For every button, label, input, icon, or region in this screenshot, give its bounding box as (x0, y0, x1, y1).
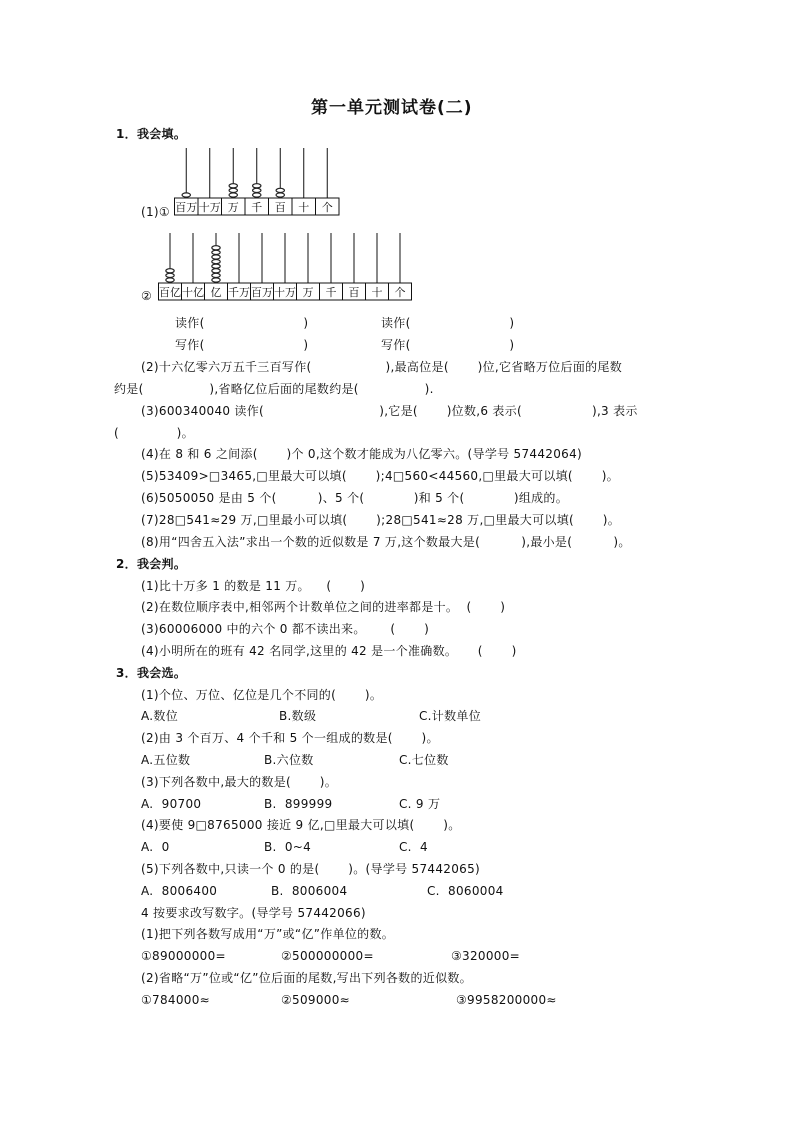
q3-2-option-c[interactable]: C.七位数 (399, 753, 449, 767)
q2-3: (3)60006000 中的六个 0 都不读出来。 ( ) (141, 622, 430, 636)
read-blank-2[interactable]: 读作( ) (381, 316, 515, 330)
q3-4-option-a[interactable]: A. 0 (141, 840, 170, 854)
q3-1-option-c[interactable]: C.计数单位 (419, 709, 481, 723)
abacus-place-label: 个 (394, 286, 406, 299)
q3-4-option-b[interactable]: B. 0~4 (264, 840, 312, 854)
abacus-bead (212, 269, 220, 273)
q2-1: (1)比十万多 1 的数是 11 万。 ( ) (141, 579, 366, 593)
abacus-bead (166, 273, 174, 277)
abacus-place-label: 千 (251, 201, 263, 214)
q3-5: (5)下列各数中,只读一个 0 的是( )。(导学号 57442065) (141, 862, 480, 876)
abacus-place-label: 十万 (274, 286, 296, 299)
abacus-bead (212, 246, 220, 250)
q3-2: (2)由 3 个百万、4 个千和 5 个一组成的数是( )。 (141, 731, 439, 745)
section-4-heading: 4 按要求改写数字。(导学号 57442066) (141, 906, 366, 920)
abacus-bead (229, 193, 237, 197)
q3-1: (1)个位、万位、亿位是几个不同的( )。 (141, 688, 383, 702)
section-1-heading: 1．我会填。 (116, 127, 187, 141)
q4-1-item-1[interactable]: ①89000000= (141, 949, 226, 963)
q3-3-option-c[interactable]: C. 9 万 (399, 797, 441, 811)
abacus-place-label: 万 (227, 201, 239, 214)
section-2-heading: 2．我会判。 (116, 557, 187, 571)
q3-5-option-b[interactable]: B. 8006004 (271, 884, 348, 898)
q3-2-option-a[interactable]: A.五位数 (141, 753, 191, 767)
q4-1-item-3[interactable]: ③320000= (451, 949, 521, 963)
abacus-place-label: 十 (298, 201, 310, 214)
abacus-place-label: 万 (302, 286, 314, 299)
q1-3-line1: (3)600340040 读作( ),它是( )位数,6 表示( ),3 表示 (141, 404, 638, 418)
q1-2-line2: 约是( ),省略亿位后面的尾数约是( ). (114, 382, 434, 396)
abacus-2 (158, 233, 413, 303)
abacus-place-label: 个 (321, 201, 333, 214)
abacus-bead (229, 184, 237, 188)
page-title: 第一单元测试卷(二) (311, 98, 473, 118)
abacus-bead (212, 264, 220, 268)
q2-4: (4)小明所在的班有 42 名同学,这里的 42 是一个准确数。 ( ) (141, 644, 517, 658)
abacus-place-label: 千 (325, 286, 337, 299)
abacus-bead (212, 278, 220, 282)
q1-8: (8)用“四舍五入法”求出一个数的近似数是 7 万,这个数最大是( ),最小是( )。 (141, 535, 631, 549)
q3-3-option-b[interactable]: B. 899999 (264, 797, 333, 811)
q3-3-option-a[interactable]: A. 90700 (141, 797, 202, 811)
abacus-bead (253, 193, 261, 197)
abacus-place-label: 千万 (228, 286, 250, 299)
abacus-bead (276, 188, 284, 192)
abacus-place-label: 百亿 (159, 286, 181, 299)
q4-1-item-2[interactable]: ②500000000= (281, 949, 374, 963)
abacus-place-label: 百 (274, 201, 286, 214)
read-blank-1[interactable]: 读作( ) (175, 316, 309, 330)
q3-4: (4)要使 9□8765000 接近 9 亿,□里最大可以填( )。 (141, 818, 461, 832)
abacus-place-label: 十 (371, 286, 383, 299)
abacus-bead (276, 193, 284, 197)
abacus-place-label: 十万 (198, 201, 221, 214)
abacus-bead (166, 269, 174, 273)
abacus-bead (212, 255, 220, 259)
q1-2-line1: (2)十六亿零六万五千三百写作( ),最高位是( )位,它省略万位后面的尾数 (141, 360, 623, 374)
q3-4-option-c[interactable]: C. 4 (399, 840, 428, 854)
q4-2-item-3[interactable]: ③9958200000≈ (456, 993, 557, 1007)
abacus-bead (212, 250, 220, 254)
write-blank-1[interactable]: 写作( ) (175, 338, 309, 352)
q3-5-option-c[interactable]: C. 8060004 (427, 884, 504, 898)
abacus-1 (174, 148, 341, 218)
abacus-bead (166, 278, 174, 282)
write-blank-2[interactable]: 写作( ) (381, 338, 515, 352)
abacus-bead (253, 188, 261, 192)
section-3-heading: 3．我会选。 (116, 666, 187, 680)
abacus-place-label: 百万 (251, 286, 273, 299)
q3-2-option-b[interactable]: B.六位数 (264, 753, 314, 767)
q1-7: (7)28□541≈29 万,□里最小可以填( );28□541≈28 万,□里最大可以填( )。 (141, 513, 621, 527)
q3-5-option-a[interactable]: A. 8006400 (141, 884, 218, 898)
q1-1-label: (1)① (141, 205, 170, 219)
abacus-bead (182, 193, 190, 197)
q4-2-item-1[interactable]: ①784000≈ (141, 993, 211, 1007)
q1-5: (5)53409>□3465,□里最大可以填( );4□560<44560,□里最大可以填( )。 (141, 469, 619, 483)
abacus-bead (212, 273, 220, 277)
q3-1-option-a[interactable]: A.数位 (141, 709, 179, 723)
abacus-bead (229, 188, 237, 192)
q1-4: (4)在 8 和 6 之间添( )个 0,这个数才能成为八亿零六。(导学号 57442064) (141, 447, 583, 461)
q4-2: (2)省略“万”位或“亿”位后面的尾数,写出下列各数的近似数。 (141, 971, 472, 985)
q1-2-label: ② (141, 289, 153, 303)
q3-1-option-b[interactable]: B.数级 (279, 709, 317, 723)
q4-2-item-2[interactable]: ②509000≈ (281, 993, 351, 1007)
q1-3-line2: ( )。 (114, 426, 194, 440)
abacus-place-label: 百万 (175, 201, 198, 214)
abacus-place-label: 亿 (210, 286, 222, 299)
abacus-place-label: 十亿 (182, 286, 204, 299)
abacus-bead (253, 184, 261, 188)
q1-6: (6)5050050 是由 5 个( )、5 个( )和 5 个( )组成的。 (141, 491, 569, 505)
abacus-place-label: 百 (348, 286, 360, 299)
abacus-bead (212, 260, 220, 264)
q3-3: (3)下列各数中,最大的数是( )。 (141, 775, 338, 789)
q2-2: (2)在数位顺序表中,相邻两个计数单位之间的进率都是十。 ( ) (141, 600, 506, 614)
q4-1: (1)把下列各数写成用“万”或“亿”作单位的数。 (141, 927, 395, 941)
